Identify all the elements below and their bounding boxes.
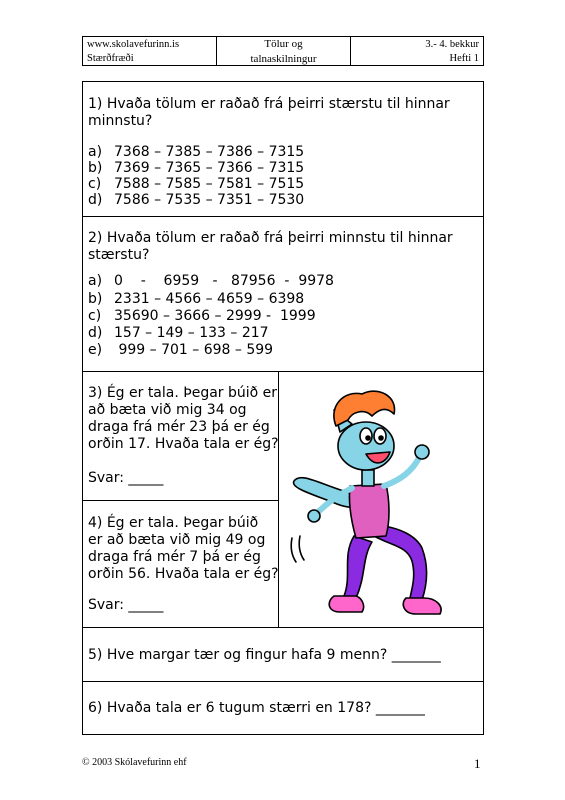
q1-option-value: 7586 – 7535 – 7351 – 7530 — [114, 192, 305, 208]
q2-option-b — [88, 291, 304, 307]
header-title-line1: Tölur og — [264, 38, 303, 50]
q4-line2: er að bæta við mig 49 og — [88, 532, 266, 548]
q1-option-value: 7588 – 7585 – 7581 – 7515 — [114, 176, 305, 192]
q2-option-a — [88, 273, 334, 289]
q2-option-label: b) — [88, 291, 103, 307]
footer-copyright: © 2003 Skólavefurinn ehf — [82, 757, 187, 768]
q3-line4: orðin 17. Hvaða tala er ég? — [88, 436, 279, 452]
q1-option-c — [88, 176, 304, 192]
q3-line2: að bæta við mig 34 og — [88, 402, 247, 418]
q4-line3: draga frá mér 7 þá er ég — [88, 549, 261, 565]
divider-q5-q6 — [82, 681, 484, 682]
header-title-line2: talnaskilningur — [250, 53, 317, 65]
q4-line4: orðin 56. Hvaða tala er ég? — [88, 566, 279, 582]
q1-option-d — [88, 192, 304, 208]
q2-option-label: d) — [88, 325, 103, 341]
page-header — [82, 36, 484, 66]
header-center-cell — [217, 37, 351, 65]
header-booklet: Hefti 1 — [449, 53, 479, 64]
q3-line3: draga frá mér 23 þá er ég — [88, 419, 270, 435]
q3-line1: 3) Ég er tala. Þegar búið er — [88, 385, 278, 401]
q1-option-a — [88, 144, 304, 160]
q1-option-value: 7368 – 7385 – 7386 – 7315 — [114, 144, 305, 160]
q2-option-value: 999 – 701 – 698 – 599 — [114, 342, 274, 358]
q2-option-label: e) — [88, 342, 103, 358]
q3-answer-line: Svar: _____ — [88, 470, 164, 486]
q2-option-label: c) — [88, 308, 102, 324]
q2-option-value: 2331 – 4566 – 4659 – 6398 — [114, 291, 305, 307]
q1-option-label: c) — [88, 176, 102, 192]
q2-option-c — [88, 308, 316, 324]
divider-q2-q3 — [82, 371, 484, 372]
q1-line1: 1) Hvaða tölum er raðað frá þeirri stærstu til hinnar — [88, 96, 450, 112]
divider-q3-q4 — [82, 500, 278, 501]
q1-option-label: a) — [88, 144, 103, 160]
q5-text: 5) Hve margar tær og fingur hafa 9 menn? _______ — [88, 647, 441, 663]
q2-option-value: 35690 – 3666 – 2999 - 1999 — [114, 308, 316, 324]
q1-option-label: b) — [88, 160, 103, 176]
header-left-cell — [83, 37, 217, 65]
header-subject: Stærðfræði — [87, 53, 134, 64]
divider-q1-q2 — [82, 216, 484, 217]
q2-option-e — [88, 342, 273, 358]
q2-line2: stærstu? — [88, 247, 150, 263]
q2-option-label: a) — [88, 273, 103, 289]
divider-q4-q5 — [82, 627, 484, 628]
q1-option-value: 7369 – 7365 – 7366 – 7315 — [114, 160, 305, 176]
page-number: 1 — [474, 756, 481, 771]
q2-option-value: 0 - 6959 - 87956 - 9978 — [114, 273, 334, 289]
q2-option-value: 157 – 149 – 133 – 217 — [114, 325, 269, 341]
q4-line1: 4) Ég er tala. Þegar búið — [88, 515, 259, 531]
q6-text: 6) Hvaða tala er 6 tugum stærri en 178? _______ — [88, 700, 425, 716]
header-grade: 3.- 4. bekkur — [425, 39, 479, 50]
divider-vertical — [278, 371, 279, 627]
q2-line1: 2) Hvaða tölum er raðað frá þeirri minnstu til hinnar — [88, 230, 453, 246]
header-right-cell — [351, 37, 483, 65]
q4-answer-line: Svar: _____ — [88, 597, 164, 613]
q1-option-label: d) — [88, 192, 103, 208]
q1-line2: minnstu? — [88, 113, 153, 129]
q1-option-b — [88, 160, 304, 176]
dancing-cat-illustration — [282, 376, 478, 622]
q2-option-d — [88, 325, 269, 341]
header-website: www.skolavefurinn.is — [87, 39, 180, 50]
